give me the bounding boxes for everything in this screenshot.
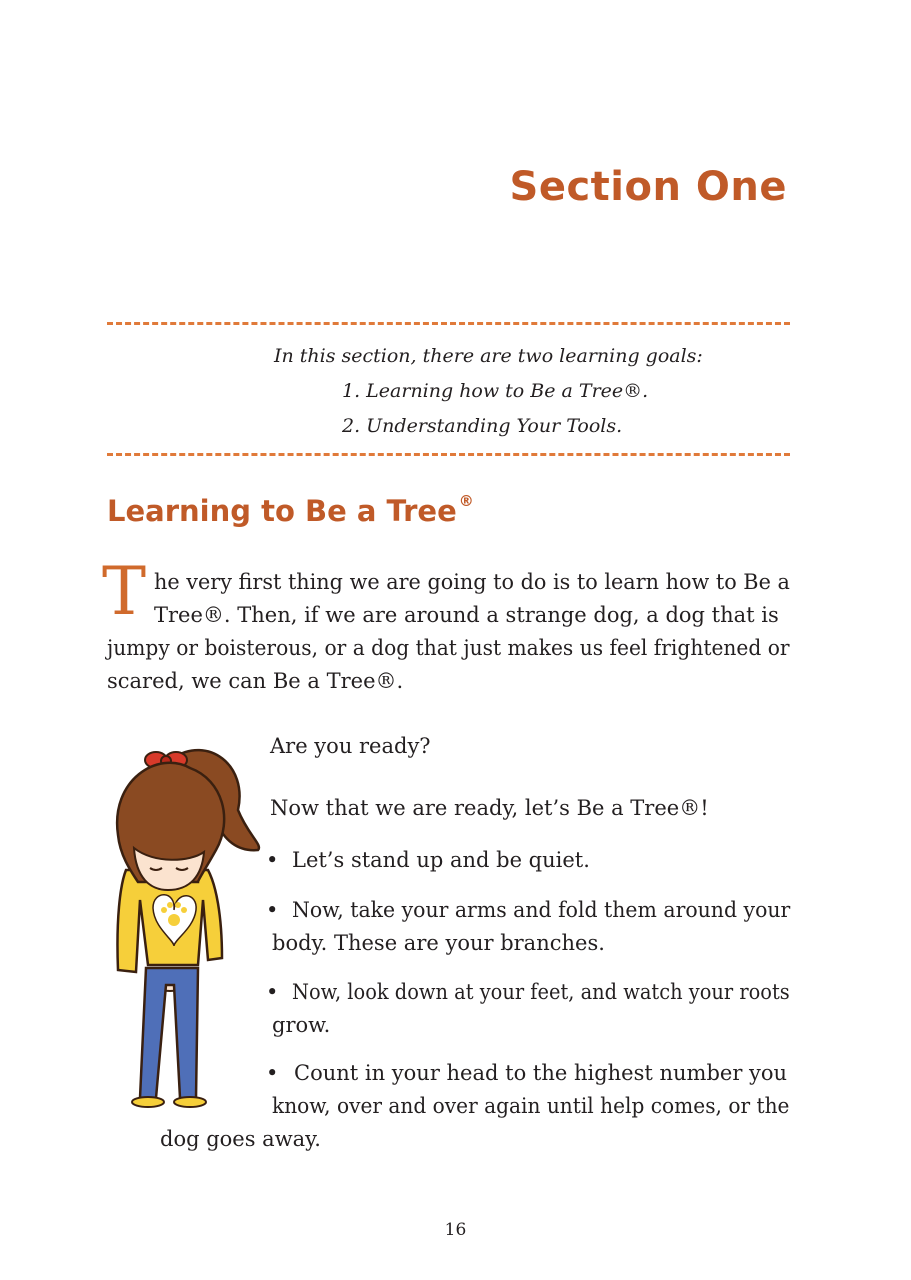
- intro-line: scared, we can Be a Tree®.: [107, 669, 404, 693]
- goal-item: 1. Learning how to Be a Tree®.: [342, 380, 649, 402]
- bullet-line: dog goes away.: [160, 1127, 321, 1151]
- section-title: Section One: [509, 164, 787, 210]
- registered-mark: ®: [458, 492, 474, 511]
- goals-intro: In this section, there are two learning goals:: [274, 345, 703, 367]
- drop-cap: T: [102, 553, 147, 630]
- bullet-marker: •: [266, 1061, 279, 1085]
- bullet-marker: •: [266, 848, 279, 872]
- girl-illustration: [98, 740, 268, 1115]
- learning-goals-box: [107, 322, 790, 456]
- goal-item: 2. Understanding Your Tools.: [342, 415, 623, 437]
- ready-question: Are you ready?: [270, 734, 431, 758]
- intro-line: Tree®. Then, if we are around a strange dog, a dog that is: [154, 603, 779, 627]
- section-heading: [107, 494, 474, 528]
- bullet-marker: •: [266, 980, 279, 1004]
- bullet-line: grow.: [272, 1013, 331, 1037]
- bullet-marker: •: [266, 898, 279, 922]
- bullet-line: Let’s stand up and be quiet.: [292, 848, 590, 872]
- intro-line: jumpy or boisterous, or a dog that just makes us feel frightened or: [107, 636, 790, 660]
- bullet-line: body. These are your branches.: [272, 931, 605, 955]
- bullet-line: Count in your head to the highest number you: [294, 1061, 788, 1085]
- section-heading-text: Learning to Be a Tree: [107, 494, 457, 528]
- bullet-line: Now, take your arms and fold them around your: [292, 898, 791, 922]
- lets-be-tree: Now that we are ready, let’s Be a Tree®!: [270, 796, 709, 820]
- intro-line: he very first thing we are going to do is to learn how to Be a: [154, 570, 790, 594]
- bullet-line: Now, look down at your feet, and watch your roots: [292, 980, 790, 1004]
- bullet-line: know, over and over again until help comes, or the: [272, 1094, 790, 1118]
- page-number: 16: [444, 1220, 467, 1240]
